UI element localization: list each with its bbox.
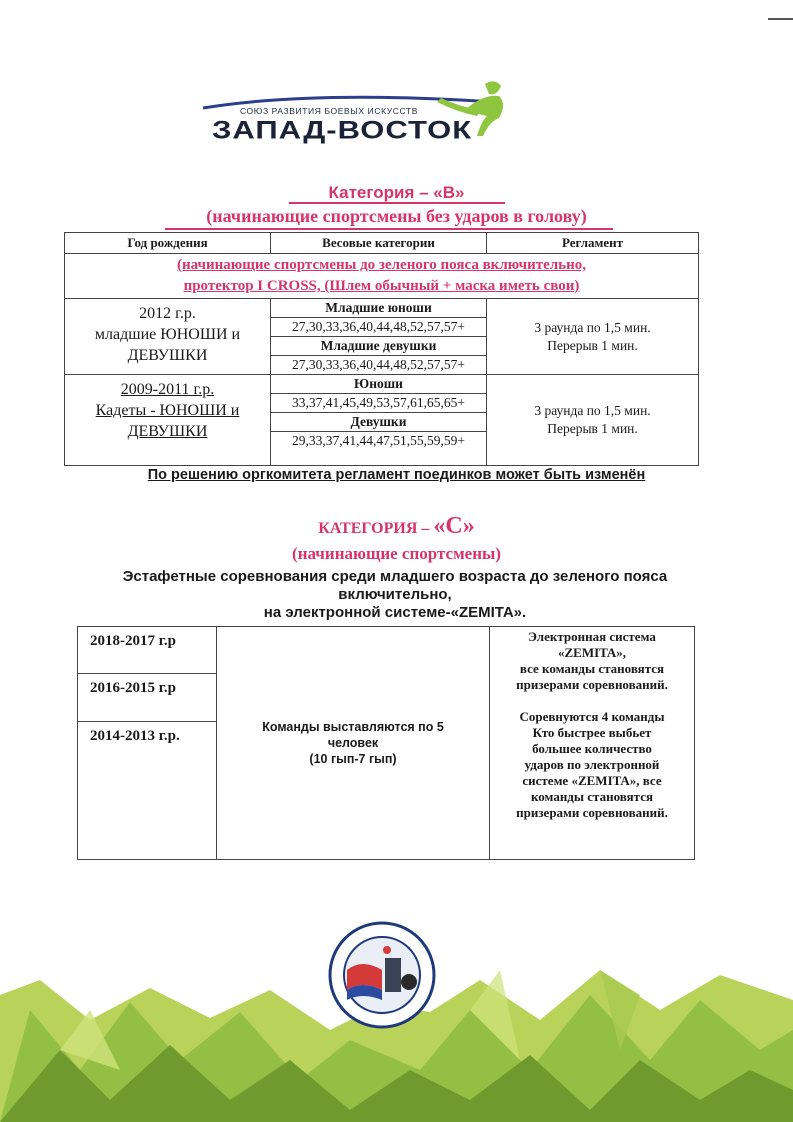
category-c-description xyxy=(90,568,700,622)
weight-values: 29,33,37,41,44,47,51,55,59,59+ xyxy=(292,433,465,448)
weight-values: 27,30,33,36,40,44,48,52,57,57+ xyxy=(292,357,465,372)
birth-year: 2009-2011 г.р. xyxy=(120,381,215,398)
description-line: на электронной системе-«ZEMITA». xyxy=(263,604,527,621)
corner-mark xyxy=(768,18,793,20)
logo-tagline: СОЮЗ РАЗВИТИЯ БОЕВЫХ ИСКУССТВ xyxy=(240,106,418,116)
regulation-rounds: 3 раунда по 1,5 мин. xyxy=(534,319,651,335)
table-header-row xyxy=(65,233,699,254)
rules-line: все команды становятся xyxy=(519,661,665,676)
weight-label: Младшие девушки xyxy=(271,337,486,356)
rules-line: Кто быстрее выбьет xyxy=(532,725,652,740)
description-line: Эстафетные соревнования среди младшего возраста до зеленого пояса xyxy=(122,568,668,585)
birth-year: 2014-2013 г.р. xyxy=(78,721,217,859)
federation-emblem xyxy=(327,920,437,1030)
teams-line: человек xyxy=(327,736,379,750)
note-line-1: (начинающие спортсмены до зеленого пояса включительно, xyxy=(177,257,586,273)
rules-line: команды становятся xyxy=(530,789,653,804)
teams-line: Команды выставляются по 5 xyxy=(262,720,444,734)
rules-line: призерами соревнований. xyxy=(516,805,668,820)
column-header: Год рождения xyxy=(65,233,271,254)
table-row xyxy=(78,627,695,674)
rules-line: системе «ZEMITA», все xyxy=(522,773,662,788)
birth-year: 2012 г.р. xyxy=(139,305,196,322)
description-line: включительно, xyxy=(338,586,452,603)
column-header: Весовые категории xyxy=(271,233,487,254)
weight-label: Младшие юноши xyxy=(271,299,486,318)
category-b-footnote: По решению оргкомитета регламент поединков может быть изменён xyxy=(147,467,646,483)
rules-line: Электронная система xyxy=(528,629,656,644)
note-line-2: протектор I CROSS, (Шлем обычный + маска иметь свои) xyxy=(183,278,580,294)
birth-year: 2016-2015 г.р xyxy=(78,674,217,721)
category-b-subtitle: (начинающие спортсмены без ударов в голову) xyxy=(206,206,587,226)
regulation-rounds: 3 раунда по 1,5 мин. xyxy=(534,403,651,418)
category-b-table xyxy=(64,232,699,466)
regulation-break: Перерыв 1 мин. xyxy=(547,421,638,436)
table-row xyxy=(65,375,699,466)
note-row xyxy=(65,254,699,299)
rules-line: «ZEMITA», xyxy=(557,645,626,660)
category-c-title-prefix: КАТЕГОРИЯ – xyxy=(318,520,434,537)
teams-line: (10 гып-7 гып) xyxy=(309,752,397,766)
birth-year: 2018-2017 г.р xyxy=(78,627,217,674)
rules-line: большее количество xyxy=(532,741,652,756)
logo-title: ЗАПАД-ВОСТОК xyxy=(212,116,473,144)
category-c-title-letter: «С» xyxy=(433,513,475,539)
weight-values: 27,30,33,36,40,44,48,52,57,57+ xyxy=(271,318,486,337)
age-group: младшие ЮНОШИ и ДЕВУШКИ xyxy=(94,326,241,364)
category-c-title xyxy=(0,513,793,540)
rules-line: призерами соревнований. xyxy=(516,677,668,692)
rules-line: Соревнуются 4 команды xyxy=(519,709,665,724)
category-c-subtitle: (начинающие спортсмены) xyxy=(292,544,501,563)
weight-label: Девушки xyxy=(271,413,486,432)
category-c-table xyxy=(77,626,695,860)
category-b-title: Категория – «В» xyxy=(328,183,465,202)
table-row xyxy=(65,299,699,375)
weight-label: Юноши xyxy=(271,375,486,394)
weight-values: 33,37,41,45,49,53,57,61,65,65+ xyxy=(271,394,486,413)
age-group: Кадеты - ЮНОШИ и ДЕВУШКИ xyxy=(95,402,240,440)
regulation-break: Перерыв 1 мин. xyxy=(547,337,638,353)
subtitle-underline xyxy=(165,228,613,230)
column-header: Регламент xyxy=(487,233,699,254)
title-underline xyxy=(289,202,505,204)
rules-line: ударов по электронной xyxy=(524,757,660,772)
